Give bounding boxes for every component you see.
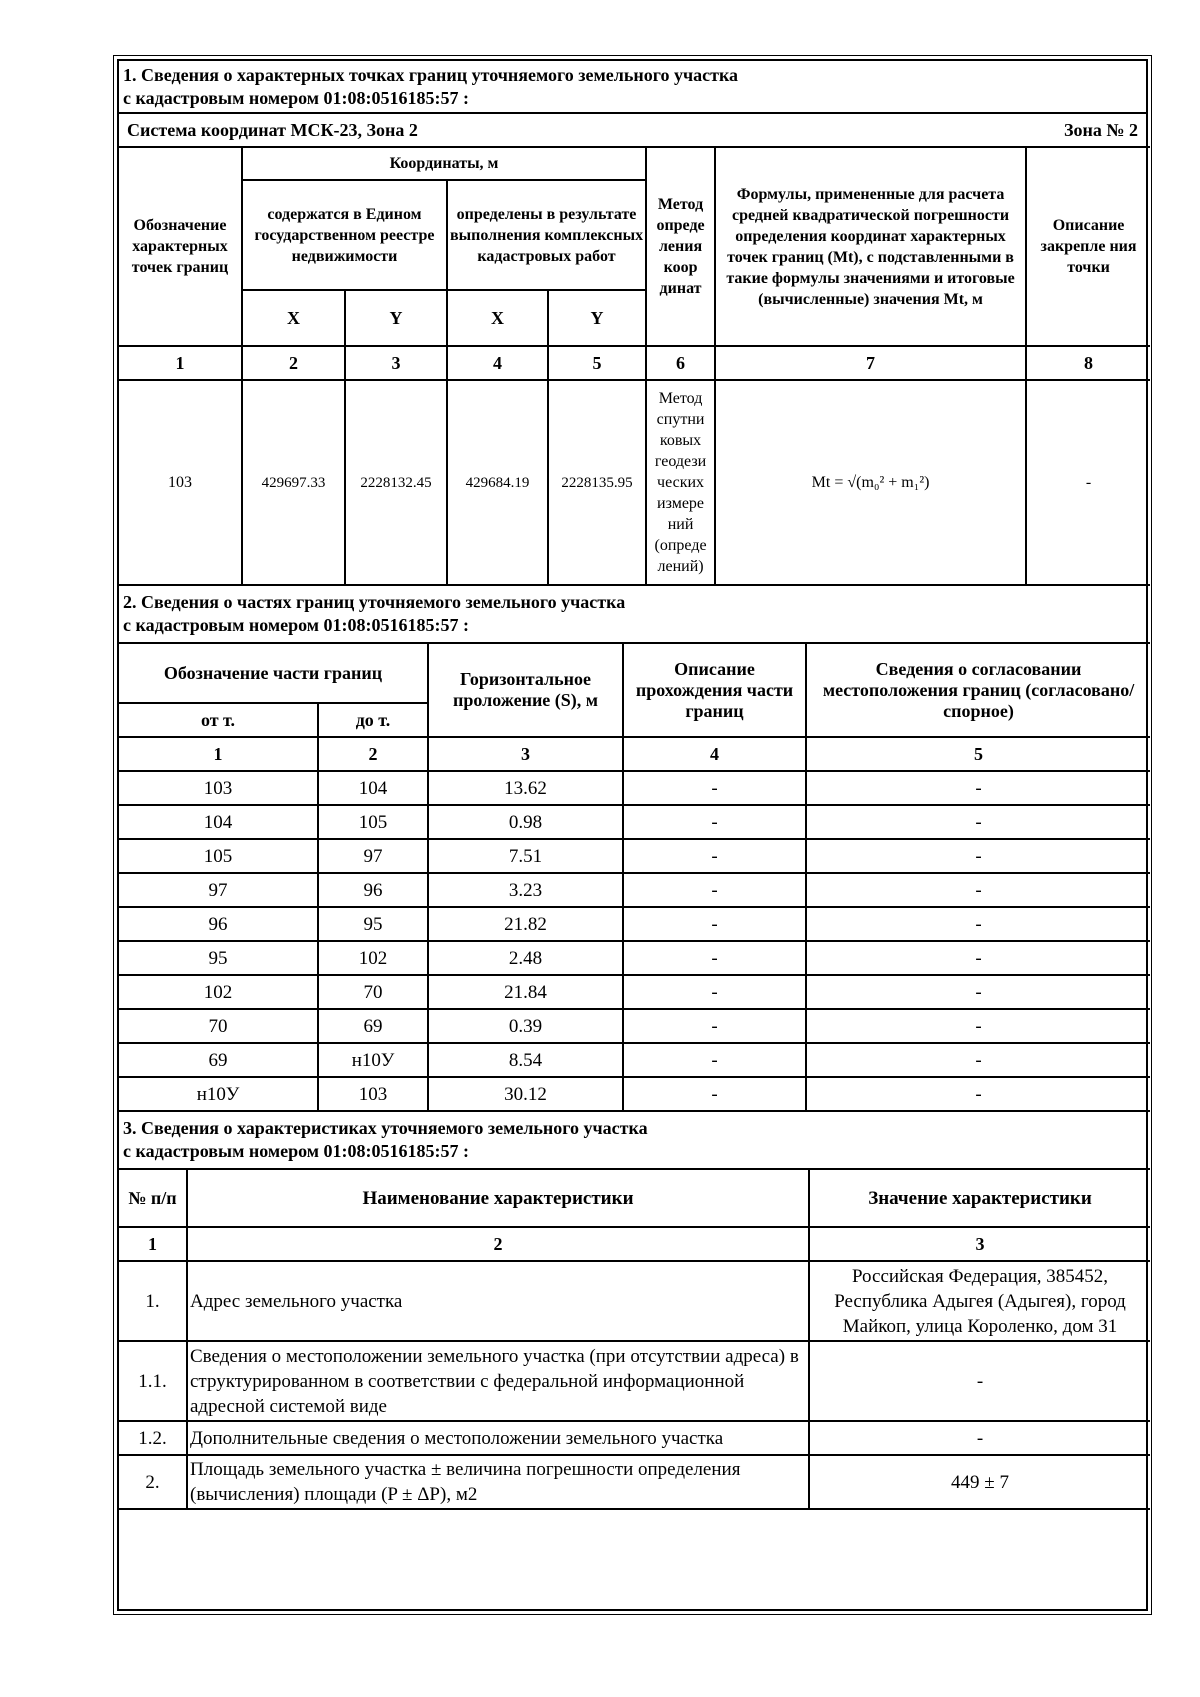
header-formulas: Формулы, примененные для расчета средней квадратической погрешности определения координат характерных точек границ (Mt), с подставленными в такие формулы значениями и итоговые (вычисленные) значения Mt, м bbox=[715, 147, 1026, 346]
agreement-cell: - bbox=[806, 839, 1150, 873]
col-number: 1 bbox=[119, 1227, 187, 1261]
method-cell: Метод спутни ковых геодези ческих измере ний (опреде лений) bbox=[646, 380, 715, 585]
table-row bbox=[119, 380, 1150, 585]
passage-cell: - bbox=[623, 1043, 806, 1077]
agreement-cell: - bbox=[806, 873, 1150, 907]
document-sheet bbox=[113, 55, 1152, 1615]
col-number: 1 bbox=[119, 346, 242, 380]
length-cell: 21.84 bbox=[428, 975, 623, 1009]
header-y-kkr: Y bbox=[548, 290, 646, 346]
col-number: 4 bbox=[447, 346, 548, 380]
to-cell: 102 bbox=[318, 941, 428, 975]
passage-cell: - bbox=[623, 975, 806, 1009]
table-row bbox=[119, 839, 1150, 873]
section-1-title-table bbox=[119, 61, 1146, 148]
col-number: 2 bbox=[187, 1227, 809, 1261]
length-cell: 7.51 bbox=[428, 839, 623, 873]
header-registry: содержатся в Едином государственном реестре недвижимости bbox=[242, 180, 447, 290]
zone-label: Зона № 2 bbox=[1064, 119, 1138, 140]
header-value: Значение характеристики bbox=[809, 1169, 1150, 1227]
agreement-cell: - bbox=[806, 907, 1150, 941]
x-kkr-cell: 429684.19 bbox=[447, 380, 548, 585]
header-from: от т. bbox=[119, 703, 318, 737]
formula-cell: Mt = √(m₀² + m₁²) bbox=[715, 380, 1026, 585]
header-to: до т. bbox=[318, 703, 428, 737]
value-cell: 449 ± 7 bbox=[809, 1455, 1150, 1509]
table-row bbox=[119, 1455, 1150, 1509]
agreement-cell: - bbox=[806, 1043, 1150, 1077]
table-row bbox=[119, 1009, 1150, 1043]
num-cell: 1.2. bbox=[119, 1421, 187, 1455]
x-egrn-cell: 429697.33 bbox=[242, 380, 345, 585]
agreement-cell: - bbox=[806, 1077, 1150, 1111]
to-cell: 70 bbox=[318, 975, 428, 1009]
passage-cell: - bbox=[623, 941, 806, 975]
section-1-title bbox=[119, 61, 1146, 113]
point-cell: 103 bbox=[119, 380, 242, 585]
from-cell: 104 bbox=[119, 805, 318, 839]
header-method: Метод опреде ления коор динат bbox=[646, 147, 715, 346]
to-cell: 104 bbox=[318, 771, 428, 805]
agreement-cell: - bbox=[806, 941, 1150, 975]
col-number: 1 bbox=[119, 737, 318, 771]
name-cell: Сведения о местоположении земельного участка (при отсутствии адреса) в структурированном в соответствии с федеральной информационной адресной системой виде bbox=[187, 1341, 809, 1421]
from-cell: н10У bbox=[119, 1077, 318, 1111]
num-cell: 1.1. bbox=[119, 1341, 187, 1421]
document-frame bbox=[117, 59, 1148, 1611]
description-cell: - bbox=[1026, 380, 1150, 585]
points-table bbox=[119, 146, 1150, 586]
from-cell: 103 bbox=[119, 771, 318, 805]
section-2-title bbox=[119, 585, 1146, 643]
section-2-title-line1: 2. Сведения о частях границ уточняемого земельного участка bbox=[123, 592, 626, 612]
header-part: Обозначение части границ bbox=[119, 643, 428, 703]
from-cell: 95 bbox=[119, 941, 318, 975]
col-number: 6 bbox=[646, 346, 715, 380]
header-y-egrn: Y bbox=[345, 290, 447, 346]
header-name: Наименование характеристики bbox=[187, 1169, 809, 1227]
num-cell: 1. bbox=[119, 1261, 187, 1341]
length-cell: 3.23 bbox=[428, 873, 623, 907]
to-cell: 69 bbox=[318, 1009, 428, 1043]
to-cell: 105 bbox=[318, 805, 428, 839]
agreement-cell: - bbox=[806, 975, 1150, 1009]
passage-cell: - bbox=[623, 1077, 806, 1111]
col-number: 5 bbox=[806, 737, 1150, 771]
header-x-kkr: X bbox=[447, 290, 548, 346]
table-row bbox=[119, 941, 1150, 975]
table-row bbox=[119, 805, 1150, 839]
agreement-cell: - bbox=[806, 805, 1150, 839]
section-2-title-table bbox=[119, 584, 1146, 644]
col-number: 7 bbox=[715, 346, 1026, 380]
header-description: Описание закрепле ния точки bbox=[1026, 147, 1150, 346]
from-cell: 105 bbox=[119, 839, 318, 873]
table-row bbox=[119, 907, 1150, 941]
agreement-cell: - bbox=[806, 1009, 1150, 1043]
col-number: 2 bbox=[318, 737, 428, 771]
table-row bbox=[119, 771, 1150, 805]
num-cell: 2. bbox=[119, 1455, 187, 1509]
section-3-title bbox=[119, 1111, 1146, 1169]
length-cell: 21.82 bbox=[428, 907, 623, 941]
header-coords: Координаты, м bbox=[242, 147, 646, 180]
col-number: 8 bbox=[1026, 346, 1150, 380]
passage-cell: - bbox=[623, 907, 806, 941]
agreement-cell: - bbox=[806, 771, 1150, 805]
from-cell: 96 bbox=[119, 907, 318, 941]
value-cell: - bbox=[809, 1341, 1150, 1421]
length-cell: 13.62 bbox=[428, 771, 623, 805]
from-cell: 97 bbox=[119, 873, 318, 907]
value-cell: Российская Федерация, 385452, Республика Адыгея (Адыгея), город Майкоп, улица Короленко, дом 31 bbox=[809, 1261, 1150, 1341]
table-row bbox=[119, 1077, 1150, 1111]
section-2-title-line2: с кадастровым номером 01:08:0516185:57 : bbox=[123, 615, 470, 635]
header-determined: определены в результате выполнения комплексных кадастровых работ bbox=[447, 180, 646, 290]
name-cell: Дополнительные сведения о местоположении земельного участка bbox=[187, 1421, 809, 1455]
passage-cell: - bbox=[623, 1009, 806, 1043]
passage-cell: - bbox=[623, 805, 806, 839]
col-number: 3 bbox=[809, 1227, 1150, 1261]
table-row bbox=[119, 1261, 1150, 1341]
value-cell: - bbox=[809, 1421, 1150, 1455]
col-number: 4 bbox=[623, 737, 806, 771]
table-row bbox=[119, 873, 1150, 907]
header-passage: Описание прохождения части границ bbox=[623, 643, 806, 737]
section-3-title-table bbox=[119, 1110, 1146, 1170]
col-number: 3 bbox=[345, 346, 447, 380]
to-cell: 103 bbox=[318, 1077, 428, 1111]
to-cell: 97 bbox=[318, 839, 428, 873]
length-cell: 30.12 bbox=[428, 1077, 623, 1111]
passage-cell: - bbox=[623, 839, 806, 873]
header-num: № п/п bbox=[119, 1169, 187, 1227]
section-1-title-line2: с кадастровым номером 01:08:0516185:57 : bbox=[123, 87, 470, 108]
to-cell: 96 bbox=[318, 873, 428, 907]
length-cell: 2.48 bbox=[428, 941, 623, 975]
length-cell: 0.39 bbox=[428, 1009, 623, 1043]
name-cell: Площадь земельного участка ± величина погрешности определения (вычисления) площади (P ± ΔP), м2 bbox=[187, 1455, 809, 1509]
to-cell: н10У bbox=[318, 1043, 428, 1077]
col-number: 2 bbox=[242, 346, 345, 380]
header-point-label: Обозначение характерных точек границ bbox=[119, 147, 242, 346]
passage-cell: - bbox=[623, 873, 806, 907]
section-3-title-line1: 3. Сведения о характеристиках уточняемого земельного участка bbox=[123, 1118, 648, 1138]
coord-system-row bbox=[119, 113, 1146, 147]
length-cell: 0.98 bbox=[428, 805, 623, 839]
characteristics-table bbox=[119, 1168, 1150, 1510]
col-number: 3 bbox=[428, 737, 623, 771]
header-length: Горизонтальное проложение (S), м bbox=[428, 643, 623, 737]
table-row bbox=[119, 1043, 1150, 1077]
from-cell: 69 bbox=[119, 1043, 318, 1077]
section-3-title-line2: с кадастровым номером 01:08:0516185:57 : bbox=[123, 1141, 470, 1161]
name-cell: Адрес земельного участка bbox=[187, 1261, 809, 1341]
table-row bbox=[119, 975, 1150, 1009]
header-agreement: Сведения о согласовании местоположения границ (согласовано/спорное) bbox=[806, 643, 1150, 737]
passage-cell: - bbox=[623, 771, 806, 805]
boundary-parts-table bbox=[119, 642, 1150, 1112]
section-1-title-line1: 1. Сведения о характерных точках границ уточняемого земельного участка bbox=[123, 64, 739, 85]
y-kkr-cell: 2228135.95 bbox=[548, 380, 646, 585]
table-row bbox=[119, 1341, 1150, 1421]
coord-system: Система координат МСК-23, Зона 2 bbox=[127, 119, 418, 140]
header-x-egrn: X bbox=[242, 290, 345, 346]
from-cell: 102 bbox=[119, 975, 318, 1009]
y-egrn-cell: 2228132.45 bbox=[345, 380, 447, 585]
col-number: 5 bbox=[548, 346, 646, 380]
to-cell: 95 bbox=[318, 907, 428, 941]
from-cell: 70 bbox=[119, 1009, 318, 1043]
table-row bbox=[119, 1421, 1150, 1455]
length-cell: 8.54 bbox=[428, 1043, 623, 1077]
